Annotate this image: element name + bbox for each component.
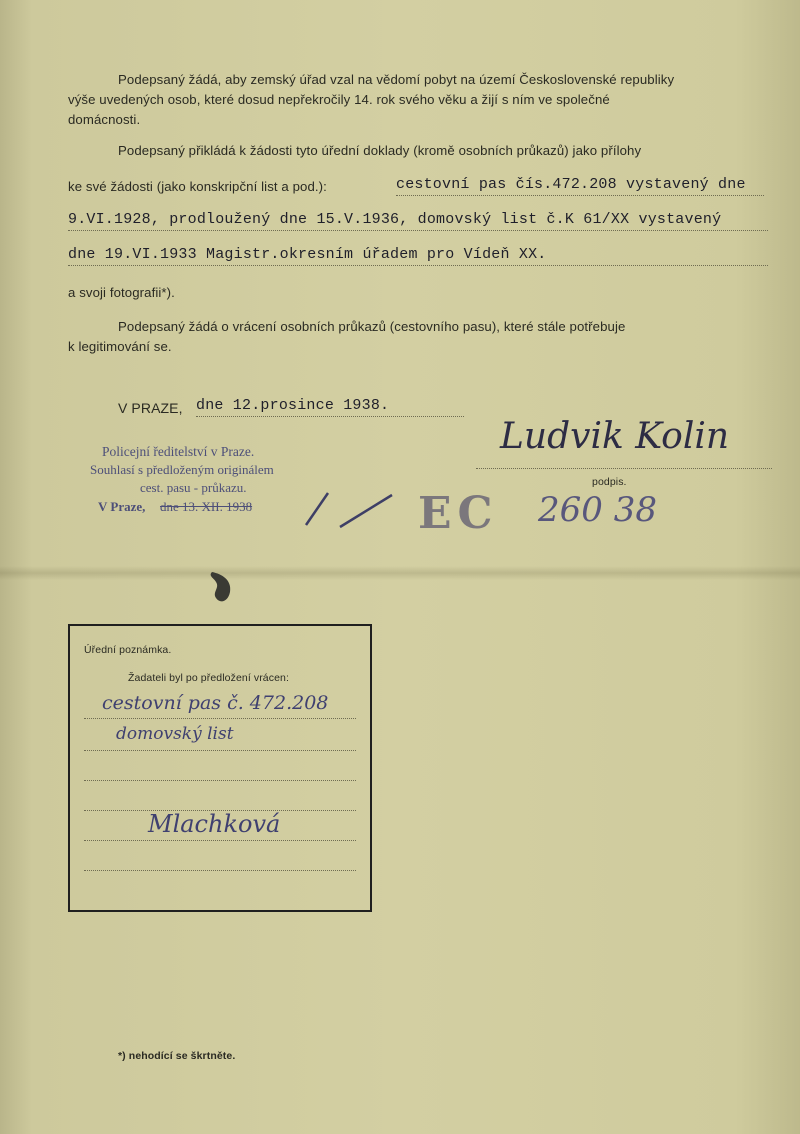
para1-line1: Podepsaný žádá, aby zemský úřad vzal na vědomí pobyt na území Československé republiky: [118, 72, 675, 87]
para3-line1: Podepsaný žádá o vrácení osobních průkazů (cestovního pasu), které stále potřebuje: [118, 319, 626, 334]
typed-line-2: 9.VI.1928, prodloužený dne 15.V.1936, domovský list č.K 61/XX vystavený: [68, 210, 768, 231]
note-handwriting-2: domovský list: [116, 724, 234, 744]
para3-line2: k legitimování se.: [68, 339, 172, 354]
ec-mark: EC: [418, 488, 499, 539]
note-line: [84, 840, 356, 841]
para2-line2-prefix: ke své žádosti (jako konskripční list a pod.):: [68, 179, 327, 194]
file-number: 260 38: [538, 490, 657, 530]
note-line: [84, 780, 356, 781]
para2-line1: Podepsaný přikládá k žádosti tyto úřední doklady (kromě osobních průkazů) jako přílohy: [118, 143, 642, 158]
official-note-box: [68, 624, 372, 912]
note-line: [84, 870, 356, 871]
date-place: V PRAZE,: [118, 400, 183, 416]
stamp-line3: cest. pasu - průkazu.: [140, 480, 247, 495]
footnote: *) nehodící se škrtněte.: [118, 1050, 236, 1062]
stamp-place: V Praze,: [98, 499, 146, 514]
stamp-slash-mark: [300, 485, 400, 535]
note-handwriting-3: Mlachková: [148, 810, 281, 838]
signature-line: [476, 468, 772, 469]
paper-fold: [0, 566, 800, 580]
note-title: Úřední poznámka.: [84, 644, 172, 656]
stamp-line2: Souhlasí s předloženým originálem: [90, 462, 274, 477]
note-handwriting-1: cestovní pas č. 472.208: [102, 692, 329, 714]
note-line: [84, 718, 356, 719]
typed-line-1: cestovní pas čís.472.208 vystavený dne: [396, 175, 764, 196]
typed-line-3: dne 19.VI.1933 Magistr.okresním úřadem pro Vídeň XX.: [68, 245, 768, 266]
signature: Ludvik Kolin: [500, 416, 730, 457]
stamp-line1: Policejní ředitelství v Praze.: [102, 444, 255, 459]
note-subtitle: Žadateli byl po předložení vrácen:: [128, 672, 289, 684]
ink-blot: [206, 568, 236, 606]
para1-line3: domácnosti.: [68, 112, 141, 127]
note-line: [84, 810, 356, 811]
para1-line2: výše uvedených osob, které dosud nepřekročily 14. rok svého věku a žijí s ním ve společné: [68, 92, 610, 107]
para2-end: a svoji fotografii*).: [68, 285, 175, 300]
stamp-date: dne 13. XII. 1938: [160, 499, 253, 514]
signature-label: podpis.: [592, 476, 627, 488]
note-line: [84, 750, 356, 751]
date-typed: dne 12.prosince 1938.: [196, 396, 464, 417]
